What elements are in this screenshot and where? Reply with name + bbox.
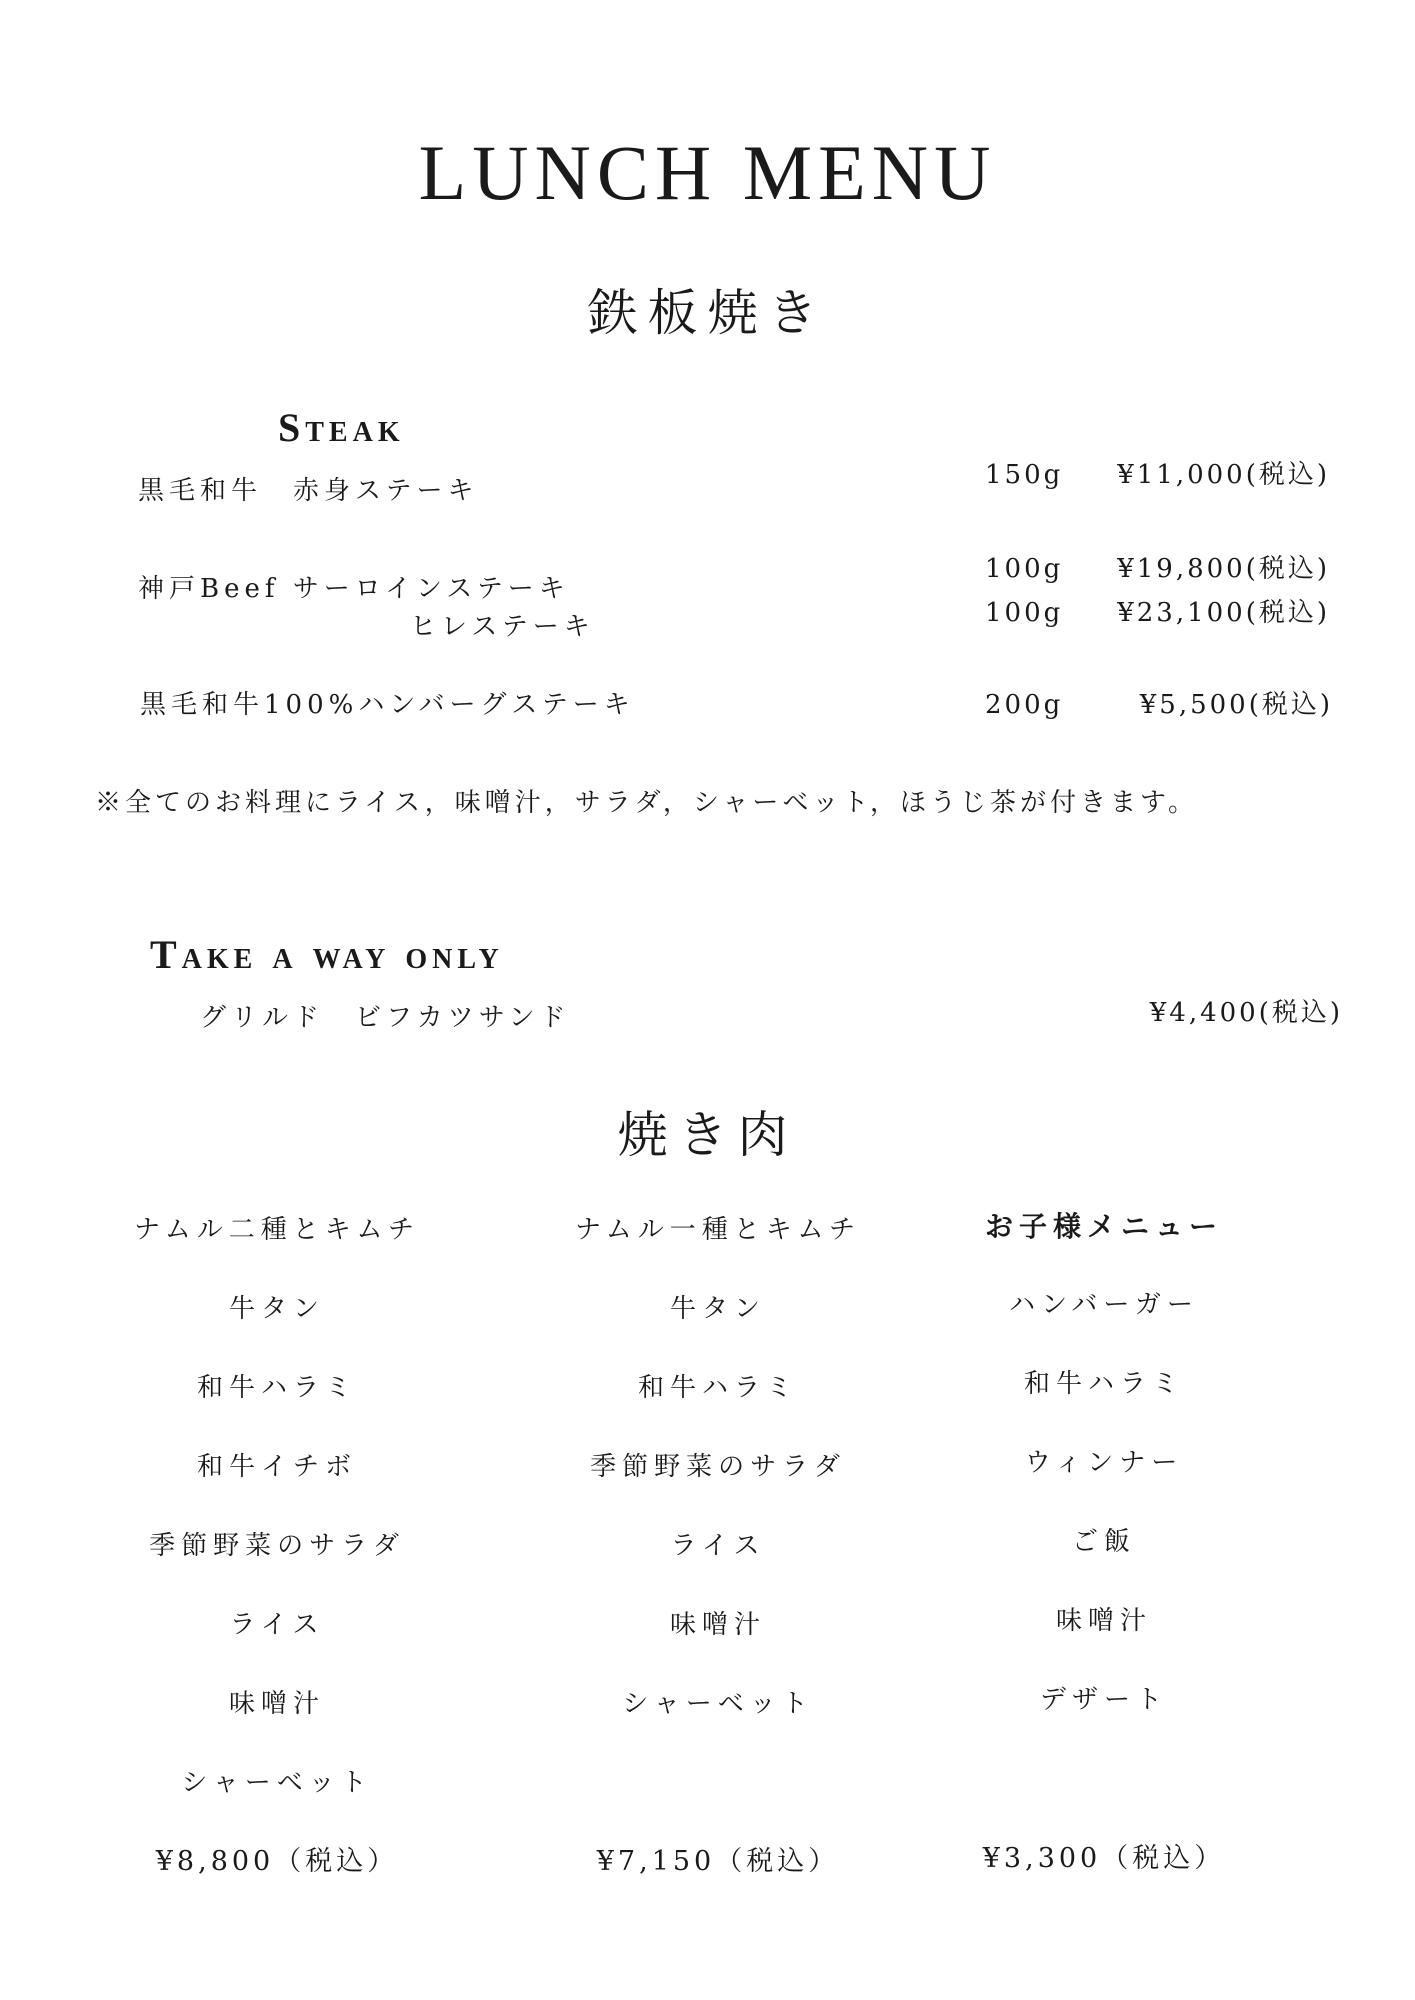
kids-menu-heading: お子様メニュー bbox=[984, 1210, 1223, 1243]
steak-item-name: 黒毛和牛100%ハンバーグステーキ bbox=[140, 690, 635, 720]
course-item: ハンバーガー bbox=[1009, 1290, 1199, 1320]
course-item: ライス bbox=[229, 1610, 325, 1640]
course-item: ナムル二種とキムチ bbox=[134, 1215, 420, 1245]
takeaway-item-price: ¥4,400(税込) bbox=[1149, 998, 1343, 1028]
menu-title: LUNCH MENU bbox=[418, 129, 997, 217]
yakiniku-course-a bbox=[57, 1217, 497, 1849]
steak-item-price: ¥19,800(税込) bbox=[1117, 554, 1330, 584]
course-item: 和牛イチボ bbox=[196, 1452, 357, 1482]
steak-item-price: ¥11,000(税込) bbox=[1117, 460, 1330, 490]
course-item: 季節野菜のサラダ bbox=[590, 1452, 846, 1482]
teppanyaki-heading: 鉄板焼き bbox=[587, 284, 828, 342]
steak-item-price: ¥5,500(税込) bbox=[1139, 690, 1333, 720]
steak-item-name: ヒレステーキ bbox=[410, 612, 595, 642]
course-item: ウィンナー bbox=[1024, 1448, 1184, 1478]
steak-item-name: 黒毛和牛 赤身ステーキ bbox=[138, 476, 479, 506]
course-price: ¥8,800（税込） bbox=[155, 1846, 399, 1877]
steak-item-qty: 100g bbox=[985, 554, 1064, 584]
course-item: デザート bbox=[1039, 1685, 1168, 1715]
course-item: 味噌汁 bbox=[1055, 1606, 1152, 1636]
course-item: 季節野菜のサラダ bbox=[149, 1531, 405, 1561]
steak-heading: Steak bbox=[278, 405, 405, 450]
course-item: 和牛ハラミ bbox=[637, 1373, 798, 1403]
yakiniku-course-b bbox=[498, 1217, 938, 1770]
course-item: 牛タン bbox=[669, 1294, 766, 1324]
steak-item-qty: 150g bbox=[985, 460, 1064, 490]
course-price: ¥3,300（税込） bbox=[982, 1843, 1226, 1874]
course-price: ¥7,150（税込） bbox=[596, 1846, 840, 1877]
course-item: ご飯 bbox=[1071, 1527, 1136, 1557]
course-item: 味噌汁 bbox=[228, 1689, 325, 1719]
steak-item-qty: 200g bbox=[985, 690, 1064, 720]
course-item: 和牛ハラミ bbox=[196, 1373, 357, 1403]
included-note: ※全てのお料理にライス，味噌汁，サラダ，シャーベット，ほうじ茶が付きます。 bbox=[95, 788, 1198, 818]
steak-item-name: 神戸Beef サーロインステーキ bbox=[138, 574, 570, 604]
course-item: シャーベット bbox=[622, 1689, 814, 1719]
steak-item-qty: 100g bbox=[985, 598, 1064, 628]
course-item: 牛タン bbox=[228, 1294, 325, 1324]
steak-item-price: ¥23,100(税込) bbox=[1117, 598, 1330, 628]
yakiniku-heading: 焼き肉 bbox=[617, 1106, 798, 1164]
takeaway-heading: Take a way only bbox=[150, 932, 504, 977]
course-item: ライス bbox=[670, 1531, 766, 1561]
course-item: 味噌汁 bbox=[669, 1610, 766, 1640]
takeaway-item-name: グリルド ビフカツサンド bbox=[200, 1003, 571, 1033]
yakiniku-kids-menu bbox=[884, 1210, 1324, 1766]
course-item: ナムル一種とキムチ bbox=[575, 1215, 861, 1245]
course-item: シャーベット bbox=[181, 1768, 373, 1798]
course-item: 和牛ハラミ bbox=[1023, 1369, 1184, 1399]
